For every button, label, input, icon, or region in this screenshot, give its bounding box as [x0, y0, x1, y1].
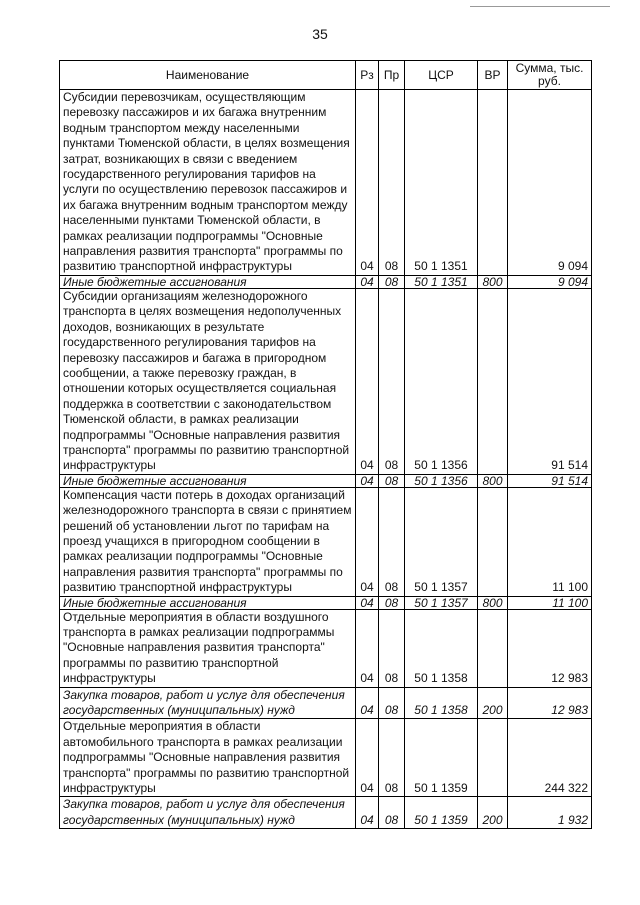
- table-row: [60, 474, 592, 487]
- row-sum: 12 983: [508, 609, 592, 687]
- row-pr: 08: [379, 275, 405, 288]
- table-row: [60, 719, 592, 797]
- page-number: 35: [312, 26, 328, 42]
- row-vr: [478, 719, 508, 797]
- table-row: [60, 797, 592, 829]
- row-rz: 04: [356, 288, 379, 474]
- row-name: Иные бюджетные ассигнования: [60, 474, 356, 487]
- row-csr: 50 1 1358: [405, 609, 478, 687]
- row-csr: 50 1 1357: [405, 487, 478, 596]
- table-row: [60, 596, 592, 609]
- table-header-row: [60, 61, 592, 90]
- row-rz: 04: [356, 687, 379, 719]
- row-sum: 91 514: [508, 288, 592, 474]
- row-name: Субсидии организациям железнодорожного транспорта в целях возмещения недополученных доходов, возникающих в результате государственного регулирования тарифов на перевозку пассажиров и багажа в пригородном сообщении, а также перевозку граждан, в отношении которых осуществляется социальная поддержка в соответствии с законодательством Тюменской области, в рамках реализации подпрограммы "Основные направления развития транспорта" программы по развитию транспортной инфраструктуры: [60, 288, 356, 474]
- table-row: [60, 609, 592, 687]
- top-rule: [470, 6, 610, 7]
- row-sum: 11 100: [508, 487, 592, 596]
- row-vr: 200: [478, 687, 508, 719]
- row-vr: [478, 90, 508, 276]
- row-pr: 08: [379, 687, 405, 719]
- row-csr: 50 1 1359: [405, 797, 478, 829]
- row-pr: 08: [379, 90, 405, 276]
- row-name: Отдельные мероприятия в области воздушного транспорта в рамках реализации подпрограммы "Основные направления развития транспорта" программы по развитию транспортной инфраструктуры: [60, 609, 356, 687]
- row-rz: 04: [356, 596, 379, 609]
- header-rz: Рз: [356, 61, 379, 90]
- row-vr: 800: [478, 275, 508, 288]
- row-name: Иные бюджетные ассигнования: [60, 596, 356, 609]
- table-row: [60, 90, 592, 276]
- row-pr: 08: [379, 797, 405, 829]
- row-vr: [478, 609, 508, 687]
- table-row: [60, 275, 592, 288]
- row-name: Закупка товаров, работ и услуг для обеспечения государственных (муниципальных) нужд: [60, 797, 356, 829]
- row-name: Отдельные мероприятия в области автомобильного транспорта в рамках реализации подпрограммы "Основные направления развития транспорта" программы по развитию транспортной инфраструктуры: [60, 719, 356, 797]
- row-name: Компенсация части потерь в доходах организаций железнодорожного транспорта в связи с принятием решений об установлении льгот по тарифам на проезд учащихся в пригородном сообщении в рамках реализации подпрограммы "Основные направления развития транспорта" программы по развитию транспортной инфраструктуры: [60, 487, 356, 596]
- row-rz: 04: [356, 90, 379, 276]
- row-name: Субсидии перевозчикам, осуществляющим перевозку пассажиров и их багажа внутренним водным транспортом между населенными пунктами Тюменской области, в целях возмещения затрат, возникающих в связи с введением государственного регулирования тарифов на услуги по осуществлению перевозок пассажиров и их багажа внутренним водным транспортом между населенными пунктами Тюменской области, в рамках реализации подпрограммы "Основные направления развития транспорта" программы по развитию транспортной инфраструктуры: [60, 90, 356, 276]
- table-row: [60, 288, 592, 474]
- row-sum: 12 983: [508, 687, 592, 719]
- row-sum: 244 322: [508, 719, 592, 797]
- row-csr: 50 1 1351: [405, 90, 478, 276]
- row-csr: 50 1 1359: [405, 719, 478, 797]
- row-csr: 50 1 1351: [405, 275, 478, 288]
- row-rz: 04: [356, 474, 379, 487]
- header-pr: Пр: [379, 61, 405, 90]
- header-csr: ЦСР: [405, 61, 478, 90]
- row-csr: 50 1 1356: [405, 474, 478, 487]
- row-rz: 04: [356, 719, 379, 797]
- row-pr: 08: [379, 288, 405, 474]
- row-pr: 08: [379, 487, 405, 596]
- header-name: Наименование: [60, 61, 356, 90]
- row-rz: 04: [356, 275, 379, 288]
- row-rz: 04: [356, 609, 379, 687]
- row-sum: 9 094: [508, 90, 592, 276]
- row-sum: 11 100: [508, 596, 592, 609]
- row-vr: [478, 288, 508, 474]
- row-sum: 9 094: [508, 275, 592, 288]
- header-vr: ВР: [478, 61, 508, 90]
- row-rz: 04: [356, 487, 379, 596]
- row-sum: 91 514: [508, 474, 592, 487]
- header-sum: Сумма, тыс. руб.: [508, 61, 592, 90]
- row-pr: 08: [379, 609, 405, 687]
- row-vr: 800: [478, 474, 508, 487]
- budget-table: [59, 60, 592, 829]
- row-name: Иные бюджетные ассигнования: [60, 275, 356, 288]
- row-csr: 50 1 1357: [405, 596, 478, 609]
- row-pr: 08: [379, 596, 405, 609]
- row-vr: 800: [478, 596, 508, 609]
- table-row: [60, 487, 592, 596]
- row-pr: 08: [379, 719, 405, 797]
- row-vr: [478, 487, 508, 596]
- row-vr: 200: [478, 797, 508, 829]
- row-csr: 50 1 1358: [405, 687, 478, 719]
- table-row: [60, 687, 592, 719]
- row-sum: 1 932: [508, 797, 592, 829]
- row-rz: 04: [356, 797, 379, 829]
- row-name: Закупка товаров, работ и услуг для обеспечения государственных (муниципальных) нужд: [60, 687, 356, 719]
- row-csr: 50 1 1356: [405, 288, 478, 474]
- row-pr: 08: [379, 474, 405, 487]
